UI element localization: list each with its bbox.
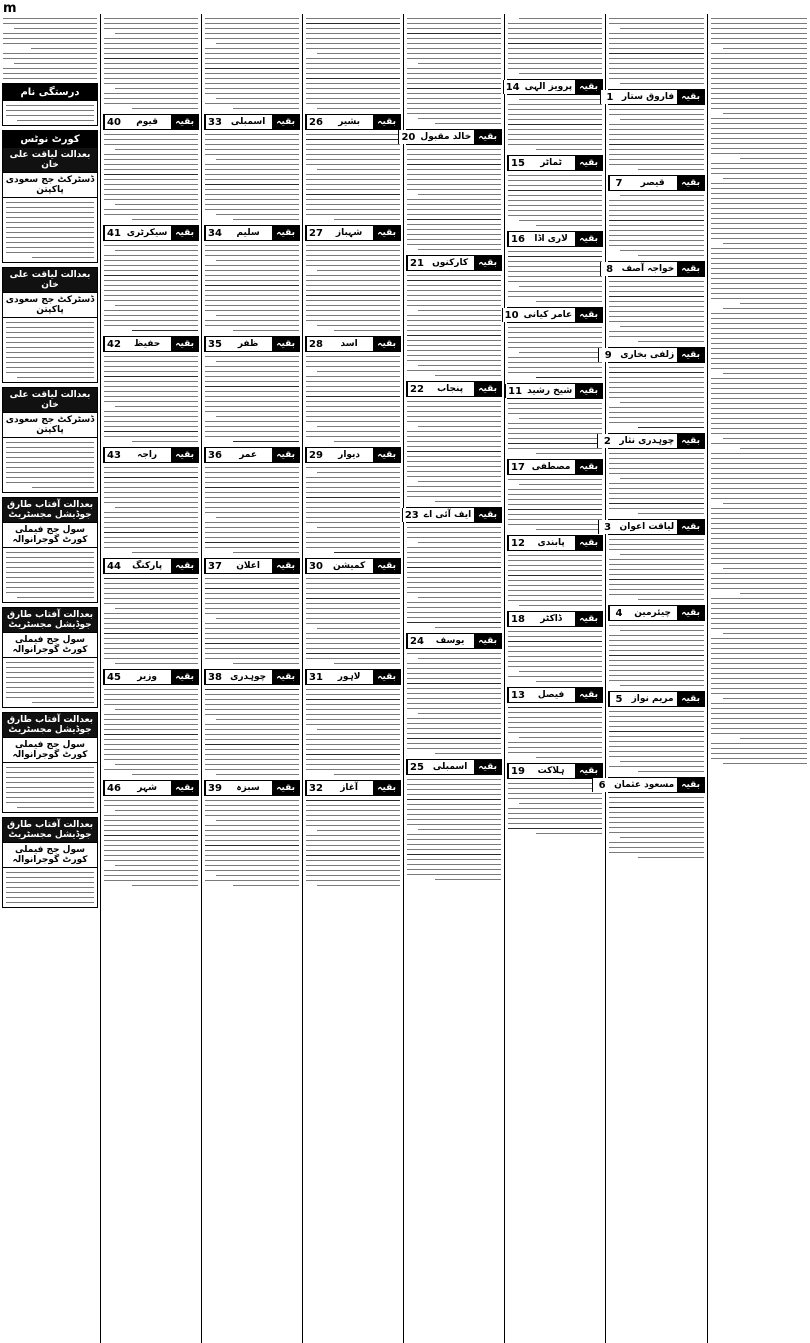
story-number: 30	[306, 559, 325, 573]
continued-badge: بقیہ	[575, 384, 602, 398]
continued-badge: بقیہ	[373, 226, 400, 240]
news-column-45	[101, 14, 201, 1343]
story-title: مصطفی	[531, 462, 571, 472]
news-column-33	[202, 14, 302, 1343]
continued-story-header	[507, 155, 603, 171]
story-number: 28	[306, 337, 325, 351]
story-title: قیصر	[640, 178, 665, 188]
story-title: چوہدری	[230, 672, 267, 682]
story-title: فاروق ستار	[621, 92, 675, 102]
court-notice	[2, 267, 98, 383]
name-correction-notice	[2, 83, 98, 126]
court-judge: سول جج فیملی کورٹ گوجرانوالہ	[3, 523, 97, 548]
court-notice	[2, 130, 98, 263]
continued-badge: بقیہ	[677, 90, 704, 104]
story-title: ہلاکت	[537, 766, 565, 776]
continued-badge: بقیہ	[474, 130, 501, 144]
article-body	[101, 245, 201, 331]
story-title: اعلان	[236, 561, 260, 571]
continued-badge: بقیہ	[373, 115, 400, 129]
continued-story-header	[204, 336, 300, 352]
article-body	[606, 711, 707, 772]
continued-story-header	[608, 605, 705, 621]
continued-story-header	[507, 79, 603, 95]
continued-story-header	[406, 759, 502, 775]
article-body	[303, 356, 403, 442]
story-number: 23	[402, 508, 421, 522]
article-body	[303, 689, 403, 775]
continued-badge: بقیہ	[677, 520, 704, 534]
court-judge: ڈسٹرکٹ جج سعودی پاکپتن	[3, 413, 97, 438]
story-number: 22	[407, 382, 426, 396]
article-body	[101, 18, 201, 109]
continued-badge: بقیہ	[677, 778, 704, 792]
story-number: 44	[104, 559, 123, 573]
article-body	[404, 527, 504, 628]
story-number: 9	[598, 348, 617, 362]
story-number: 2	[597, 434, 616, 448]
story-number: 26	[306, 115, 325, 129]
story-title: ڈاکٹر	[540, 614, 562, 624]
story-number: 16	[508, 232, 527, 246]
story-number: 8	[600, 262, 619, 276]
court-name: بعدالت لیاقت علی خان	[3, 148, 97, 173]
continued-badge: بقیہ	[373, 670, 400, 684]
story-title: چوہدری نثار	[619, 436, 675, 446]
continued-badge: بقیہ	[171, 115, 198, 129]
article-body	[202, 800, 302, 886]
article-body	[505, 555, 605, 606]
story-title: بشیر	[338, 117, 360, 127]
continued-badge: بقیہ	[677, 262, 704, 276]
article-body	[101, 134, 201, 220]
continued-story-header	[598, 777, 705, 793]
continued-badge: بقیہ	[272, 448, 299, 462]
article-body	[505, 175, 605, 226]
continued-badge: بقیہ	[474, 508, 501, 522]
story-title: مریم نواز	[631, 694, 674, 704]
article-body	[101, 689, 201, 775]
continued-badge: بقیہ	[171, 781, 198, 795]
continued-badge: بقیہ	[575, 612, 602, 626]
continued-story-header	[305, 114, 401, 130]
article-body	[303, 800, 403, 886]
continued-badge: بقیہ	[474, 634, 501, 648]
story-number: 15	[508, 156, 527, 170]
story-number: 29	[306, 448, 325, 462]
story-title: فیصل	[537, 690, 565, 700]
continued-story-header	[608, 261, 705, 277]
story-number: 46	[104, 781, 123, 795]
article-body	[505, 18, 605, 74]
story-number: 7	[609, 176, 628, 190]
story-title: لیاقت اعوان	[619, 522, 675, 532]
continued-story-header	[608, 691, 705, 707]
article-body	[404, 401, 504, 502]
court-judge: سول جج فیملی کورٹ گوجرانوالہ	[3, 633, 97, 658]
continued-story-header	[204, 225, 300, 241]
article-body	[404, 653, 504, 754]
court-judge: سول جج فیملی کورٹ گوجرانوالہ	[3, 738, 97, 763]
news-column-14	[505, 14, 605, 1343]
court-name: بعدالت لیاقت علی خان	[3, 268, 97, 293]
article-body	[202, 578, 302, 664]
story-title: شہر	[137, 783, 157, 793]
article-body	[505, 479, 605, 530]
continued-story-header	[103, 669, 199, 685]
story-title: ٹماٹر	[540, 158, 562, 168]
article-body	[606, 539, 707, 600]
continued-badge: بقیہ	[272, 226, 299, 240]
continued-badge: بقیہ	[474, 382, 501, 396]
court-notice	[2, 607, 98, 708]
story-number: 19	[508, 764, 527, 778]
story-title: خالد مقبول	[420, 132, 472, 142]
continued-story-header	[507, 383, 603, 399]
story-number: 20	[398, 130, 417, 144]
story-number: 3	[598, 520, 617, 534]
continued-story-header	[507, 459, 603, 475]
story-number: 24	[407, 634, 426, 648]
story-title: کمیشن	[333, 561, 366, 571]
article-body	[606, 453, 707, 514]
article-body	[303, 134, 403, 220]
continued-badge: بقیہ	[171, 670, 198, 684]
continued-badge: بقیہ	[272, 115, 299, 129]
story-number: 36	[205, 448, 224, 462]
story-title: اسمبلی	[230, 117, 266, 127]
article-body	[202, 467, 302, 553]
article-body	[505, 99, 605, 150]
continued-story-header	[204, 447, 300, 463]
court-notice	[2, 712, 98, 813]
continued-badge: بقیہ	[171, 448, 198, 462]
court-judge: ڈسٹرکٹ جج سعودی پاکپتن	[3, 293, 97, 318]
news-column-26	[303, 14, 403, 1343]
story-number: 1	[600, 90, 619, 104]
article-body	[606, 18, 707, 84]
continued-story-header	[507, 763, 603, 779]
continued-badge: بقیہ	[575, 536, 602, 550]
article-body	[505, 707, 605, 758]
story-number: 11	[505, 384, 524, 398]
story-title: وزیر	[137, 672, 157, 682]
story-title: سلیم	[236, 228, 260, 238]
story-number: 34	[205, 226, 224, 240]
continued-story-header	[406, 633, 502, 649]
continued-badge: بقیہ	[677, 606, 704, 620]
continued-story-header	[507, 611, 603, 627]
story-title: زلفی بخاری	[620, 350, 675, 360]
continued-story-header	[608, 89, 705, 105]
continued-story-header	[103, 447, 199, 463]
continued-story-header	[103, 336, 199, 352]
continued-story-header	[103, 558, 199, 574]
article-body	[303, 18, 403, 109]
court-name: بعدالت لیاقت علی خان	[3, 388, 97, 413]
continued-story-header	[305, 225, 401, 241]
story-number: 5	[609, 692, 628, 706]
notice-title: درستگی نام	[3, 84, 97, 101]
story-number: 43	[104, 448, 123, 462]
continued-story-header	[103, 780, 199, 796]
continued-badge: بقیہ	[575, 308, 602, 322]
continued-badge: بقیہ	[575, 688, 602, 702]
article-body	[202, 18, 302, 109]
story-title: قیوم	[136, 117, 158, 127]
continued-story-header	[204, 114, 300, 130]
court-name: بعدالت آفتاب طارق جوڈیشل مجسٹریٹ	[3, 608, 97, 633]
story-number: 10	[502, 308, 521, 322]
continued-story-header	[305, 336, 401, 352]
continued-badge: بقیہ	[272, 337, 299, 351]
court-notice	[2, 497, 98, 603]
story-title: آغاز	[340, 783, 358, 793]
continued-badge: بقیہ	[677, 692, 704, 706]
story-number: 45	[104, 670, 123, 684]
article-body	[505, 251, 605, 302]
continued-badge: بقیہ	[171, 337, 198, 351]
article-body	[505, 403, 605, 454]
continued-story-header	[305, 669, 401, 685]
continued-story-header	[504, 307, 603, 323]
story-title: لاہور	[337, 672, 361, 682]
continued-story-header	[401, 129, 502, 145]
article-body	[606, 797, 707, 858]
court-name: بعدالت آفتاب طارق جوڈیشل مجسٹریٹ	[3, 818, 97, 843]
right-text-column	[708, 14, 810, 1343]
article-body	[202, 356, 302, 442]
continued-badge: بقیہ	[272, 781, 299, 795]
article-body	[606, 109, 707, 170]
story-number: 33	[205, 115, 224, 129]
page-marker: m	[3, 1, 17, 16]
story-title: سیکرٹری	[126, 228, 168, 238]
article-body	[101, 467, 201, 553]
continued-story-header	[103, 114, 199, 130]
court-name: بعدالت آفتاب طارق جوڈیشل مجسٹریٹ	[3, 498, 97, 523]
story-title: عمر	[239, 450, 257, 460]
continued-story-header	[204, 780, 300, 796]
story-number: 32	[306, 781, 325, 795]
continued-badge: بقیہ	[373, 337, 400, 351]
continued-story-header	[603, 433, 705, 449]
story-number: 17	[508, 460, 527, 474]
story-title: پنجاب	[437, 384, 464, 394]
continued-story-header	[604, 347, 705, 363]
story-number: 25	[407, 760, 426, 774]
story-number: 42	[104, 337, 123, 351]
story-title: ایف آئی اے	[423, 510, 472, 520]
continued-story-header	[507, 231, 603, 247]
continued-badge: بقیہ	[373, 781, 400, 795]
continued-story-header	[406, 507, 502, 523]
continued-badge: بقیہ	[575, 764, 602, 778]
continued-badge: بقیہ	[575, 232, 602, 246]
continued-badge: بقیہ	[272, 559, 299, 573]
continued-badge: بقیہ	[272, 670, 299, 684]
story-title: لاری اڈا	[534, 234, 568, 244]
continued-badge: بقیہ	[373, 448, 400, 462]
continued-story-header	[507, 535, 603, 551]
continued-story-header	[608, 175, 705, 191]
left-notices-column	[0, 14, 100, 1343]
story-title: یوسف	[435, 636, 465, 646]
continued-badge: بقیہ	[575, 80, 602, 94]
article-body	[303, 467, 403, 553]
story-number: 31	[306, 670, 325, 684]
continued-story-header	[305, 558, 401, 574]
article-body	[101, 578, 201, 664]
news-column-20	[401, 14, 504, 1343]
continued-badge: بقیہ	[575, 460, 602, 474]
story-number: 4	[609, 606, 628, 620]
story-title: پرویز الہی	[524, 82, 573, 92]
article-body	[202, 134, 302, 220]
notice-title: کورٹ نوٹس	[3, 131, 97, 148]
article-body	[101, 800, 201, 886]
story-title: اسد	[340, 339, 358, 349]
article-body	[606, 195, 707, 256]
story-number: 41	[104, 226, 123, 240]
continued-badge: بقیہ	[677, 434, 704, 448]
story-title: شہباز	[335, 228, 363, 238]
story-number: 12	[508, 536, 527, 550]
continued-story-header	[103, 225, 199, 241]
story-title: عامر کیانی	[523, 310, 573, 320]
court-notice	[2, 817, 98, 908]
continued-story-header	[406, 255, 502, 271]
news-column-1	[598, 14, 707, 1343]
continued-story-header	[204, 669, 300, 685]
story-title: مسعود عثمان	[614, 780, 675, 790]
story-title: راجہ	[137, 450, 158, 460]
court-judge: ڈسٹرکٹ جج سعودی پاکپتن	[3, 173, 97, 198]
story-title: سبزہ	[236, 783, 260, 793]
continued-story-header	[305, 780, 401, 796]
article-body	[303, 245, 403, 331]
story-title: کارکنوں	[432, 258, 469, 268]
article-body	[303, 578, 403, 664]
story-number: 37	[205, 559, 224, 573]
article-body	[202, 689, 302, 775]
article-body	[505, 631, 605, 682]
article-body	[505, 783, 605, 834]
story-title: حفیظ	[133, 339, 161, 349]
article-body	[606, 281, 707, 342]
story-number: 21	[407, 256, 426, 270]
court-name: بعدالت آفتاب طارق جوڈیشل مجسٹریٹ	[3, 713, 97, 738]
continued-story-header	[406, 381, 502, 397]
continued-badge: بقیہ	[474, 256, 501, 270]
article-body	[404, 18, 504, 124]
article-body	[404, 779, 504, 880]
story-number: 35	[205, 337, 224, 351]
story-title: دیوار	[338, 450, 361, 460]
story-number: 18	[508, 612, 527, 626]
story-title: چیئرمین	[634, 608, 671, 618]
continued-badge: بقیہ	[171, 559, 198, 573]
court-notice	[2, 387, 98, 493]
continued-badge: بقیہ	[373, 559, 400, 573]
article-body	[202, 245, 302, 331]
article-body	[505, 327, 605, 378]
story-title: خواجہ آصف	[621, 264, 675, 274]
story-number: 38	[205, 670, 224, 684]
story-number: 39	[205, 781, 224, 795]
continued-badge: بقیہ	[575, 156, 602, 170]
story-number: 14	[503, 80, 522, 94]
story-number: 27	[306, 226, 325, 240]
continued-badge: بقیہ	[171, 226, 198, 240]
article-body	[606, 625, 707, 686]
continued-badge: بقیہ	[474, 760, 501, 774]
continued-story-header	[305, 447, 401, 463]
article-body	[404, 149, 504, 250]
story-number: 13	[508, 688, 527, 702]
continued-badge: بقیہ	[677, 348, 704, 362]
continued-story-header	[507, 687, 603, 703]
court-judge: سول جج فیملی کورٹ گوجرانوالہ	[3, 843, 97, 868]
article-body	[606, 367, 707, 428]
continued-story-header	[204, 558, 300, 574]
story-title: پارکنگ	[132, 561, 163, 571]
story-title: پابندی	[537, 538, 565, 548]
story-number: 40	[104, 115, 123, 129]
article-body	[101, 356, 201, 442]
continued-story-header	[604, 519, 705, 535]
continued-badge: بقیہ	[677, 176, 704, 190]
story-number: 6	[592, 778, 611, 792]
story-title: اسمبلی	[432, 762, 468, 772]
article-body	[404, 275, 504, 376]
story-title: ظفر	[237, 339, 259, 349]
story-title: شیخ رشید	[527, 386, 573, 396]
